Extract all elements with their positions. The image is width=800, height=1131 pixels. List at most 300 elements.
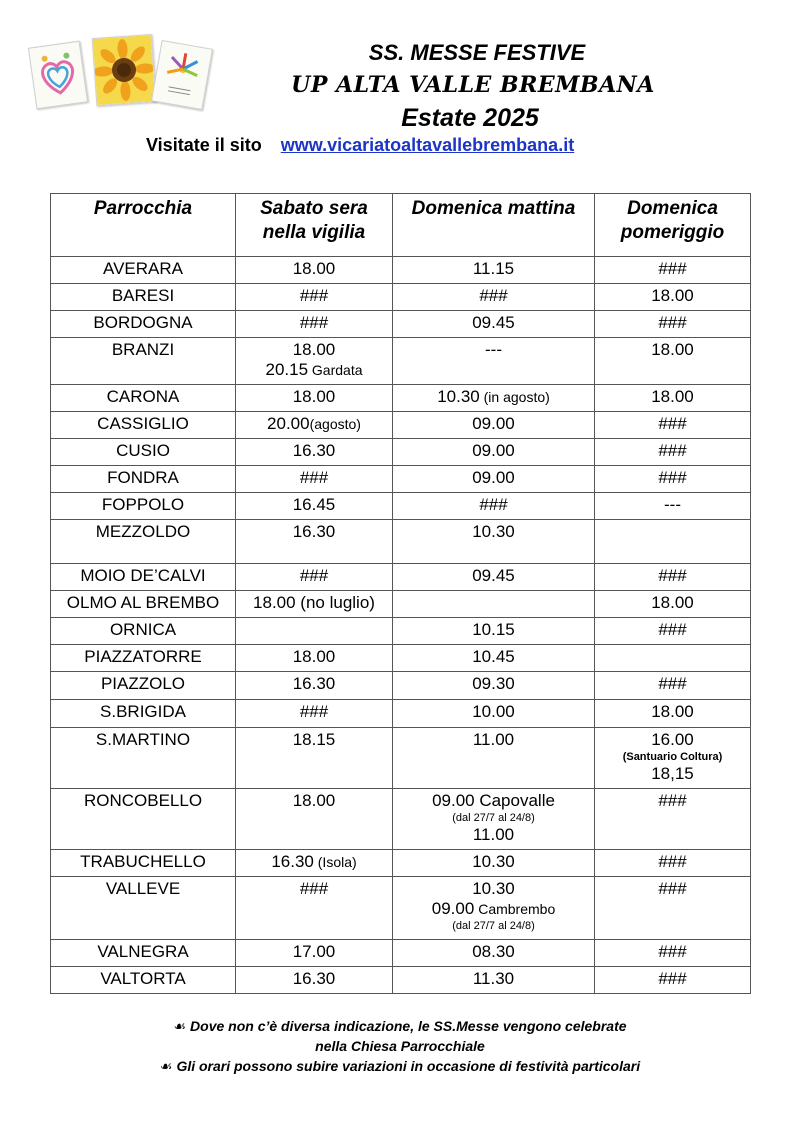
time-value: 09.30 — [472, 674, 515, 693]
cell-sab — [236, 466, 393, 493]
time-line — [240, 522, 388, 542]
time-value: 16.30 — [292, 674, 336, 693]
table-row — [51, 789, 751, 850]
cell-parrocchia — [51, 284, 236, 311]
cell-dom — [393, 520, 595, 564]
time-value: 09.00 — [472, 468, 515, 487]
parrocchia-name: BARESI — [111, 286, 175, 305]
table-row — [51, 564, 751, 591]
time-line — [397, 825, 590, 845]
time-line — [240, 313, 388, 333]
time-value: ### — [658, 879, 687, 898]
parrocchia-name: TRABUCHELLO — [80, 852, 206, 871]
time-line — [599, 387, 746, 407]
note-bullet-icon: ☙ — [159, 1058, 173, 1074]
title-line-3: Estate 2025 — [401, 104, 539, 132]
time-value: 08.30 — [472, 942, 515, 961]
table-row — [51, 850, 751, 877]
header-domenica-pomeriggio — [595, 194, 751, 257]
time-value: 10.00 — [472, 702, 515, 721]
cell-parrocchia — [51, 520, 236, 564]
time-value: ### — [658, 852, 687, 871]
cell-dom — [393, 564, 595, 591]
time-value: 16.45 — [292, 495, 336, 514]
time-value: 18.00 — [651, 593, 694, 612]
note-1 — [0, 1016, 800, 1036]
cell-sab — [236, 672, 393, 700]
time-value: 10.45 — [472, 647, 515, 666]
time-note: Cambrembo — [474, 901, 556, 917]
header-text: Parrocchia — [93, 198, 193, 219]
time-line — [599, 674, 746, 694]
time-line — [397, 441, 590, 461]
table-row — [51, 311, 751, 338]
table-row — [51, 591, 751, 618]
cell-sab — [236, 257, 393, 284]
time-line — [599, 764, 746, 784]
cell-sab — [236, 412, 393, 439]
cell-parrocchia — [51, 850, 236, 877]
time-line — [599, 791, 746, 811]
time-value: --- — [485, 340, 502, 359]
time-value: ### — [299, 313, 329, 332]
cell-parrocchia — [51, 728, 236, 789]
time-note: (Isola) — [313, 854, 357, 870]
parrocchia-name: VALLEVE — [105, 879, 181, 898]
time-line — [397, 942, 590, 962]
time-value: 11.00 — [472, 825, 515, 844]
time-value: ### — [658, 942, 687, 961]
site-line — [146, 135, 574, 156]
table-row — [51, 385, 751, 412]
time-line — [599, 593, 746, 613]
cell-sab — [236, 520, 393, 564]
cell-sab — [236, 564, 393, 591]
table-row — [51, 700, 751, 728]
cell-pom — [595, 728, 751, 789]
header-text: pomeriggio — [620, 222, 725, 243]
time-line — [599, 750, 746, 764]
parrocchia-name: MOIO DE’CALVI — [80, 566, 206, 585]
cell-dom — [393, 877, 595, 940]
cell-parrocchia — [51, 385, 236, 412]
parrocchia-name: PIAZZATORRE — [84, 647, 202, 666]
note-1-text: Dove non c’è diversa indicazione, le SS.Messe vengono celebrate — [190, 1018, 627, 1034]
title-line-1: SS. MESSE FESTIVE — [368, 40, 586, 65]
time-line — [240, 879, 388, 899]
time-line — [397, 811, 590, 825]
cell-pom — [595, 618, 751, 645]
time-line — [240, 468, 388, 488]
cell-dom — [393, 412, 595, 439]
cell-pom — [595, 967, 751, 994]
time-line — [599, 414, 746, 434]
cell-parrocchia — [51, 493, 236, 520]
cell-pom — [595, 284, 751, 311]
time-line — [240, 387, 388, 407]
time-line — [599, 259, 746, 279]
cell-parrocchia — [51, 466, 236, 493]
parrocchia-name: FONDRA — [107, 468, 179, 487]
time-line — [240, 969, 388, 989]
header-text: Domenica mattina — [411, 198, 576, 219]
header-text: Domenica — [627, 198, 718, 219]
time-line — [599, 468, 746, 488]
time-value: ### — [299, 879, 329, 898]
time-value: ### — [658, 620, 687, 639]
cell-pom — [595, 700, 751, 728]
time-line — [599, 620, 746, 640]
time-line — [397, 791, 590, 811]
cell-pom — [595, 564, 751, 591]
table-row — [51, 967, 751, 994]
time-line — [397, 647, 590, 667]
time-value: ### — [658, 313, 687, 332]
cell-dom — [393, 385, 595, 412]
table-row — [51, 728, 751, 789]
cell-dom — [393, 311, 595, 338]
parrocchia-name: FOPPOLO — [101, 495, 185, 514]
cell-sab — [236, 311, 393, 338]
cell-pom — [595, 877, 751, 940]
cell-dom — [393, 700, 595, 728]
cell-parrocchia — [51, 645, 236, 672]
time-line — [397, 387, 590, 407]
time-value: ### — [658, 259, 687, 278]
time-value: 10.30 — [472, 522, 515, 541]
table-row — [51, 466, 751, 493]
time-value: 18.00 (no luglio) — [253, 593, 375, 612]
time-value: ### — [658, 468, 687, 487]
cell-sab — [236, 850, 393, 877]
time-line — [240, 593, 388, 613]
time-line — [599, 852, 746, 872]
time-value: ### — [658, 414, 687, 433]
parrocchia-name: BORDOGNA — [93, 313, 193, 332]
time-line — [599, 879, 746, 899]
header-text: Sabato sera — [260, 198, 368, 219]
time-value: 20.00 — [267, 414, 310, 433]
time-line — [599, 702, 746, 722]
time-value: ### — [658, 566, 687, 585]
cell-sab — [236, 967, 393, 994]
time-value: ### — [299, 286, 329, 305]
time-value: --- — [664, 495, 681, 514]
time-line — [599, 730, 746, 750]
cell-pom — [595, 338, 751, 385]
time-value: ### — [658, 969, 687, 988]
cell-sab — [236, 728, 393, 789]
cell-pom — [595, 940, 751, 967]
cell-parrocchia — [51, 439, 236, 466]
time-value: 11.30 — [472, 969, 515, 988]
time-value: 10.30 — [472, 852, 515, 871]
cell-sab — [236, 493, 393, 520]
time-value: ### — [479, 286, 508, 305]
time-line — [240, 942, 388, 962]
cell-dom — [393, 850, 595, 877]
cell-sab — [236, 338, 393, 385]
parrocchia-name: VALNEGRA — [97, 942, 189, 961]
cell-dom — [393, 967, 595, 994]
time-line — [240, 566, 388, 586]
cell-sab — [236, 940, 393, 967]
cell-pom — [595, 493, 751, 520]
table-row — [51, 257, 751, 284]
time-line — [599, 340, 746, 360]
header-sabato — [236, 194, 393, 257]
time-line — [240, 360, 388, 380]
cell-pom — [595, 520, 751, 564]
time-value: 18.00 — [292, 387, 336, 406]
time-value: 18.00 — [292, 340, 336, 359]
time-value: ### — [479, 495, 508, 514]
time-line — [397, 468, 590, 488]
parrocchia-name: RONCOBELLO — [83, 791, 203, 810]
cell-parrocchia — [51, 564, 236, 591]
cell-sab — [236, 877, 393, 940]
table-row — [51, 940, 751, 967]
time-value: 16.00 — [651, 730, 694, 749]
cell-pom — [595, 591, 751, 618]
cell-dom — [393, 940, 595, 967]
parrocchia-name: OLMO AL BREMBO — [66, 593, 220, 612]
cell-pom — [595, 439, 751, 466]
time-value: 09.00 Capovalle — [432, 791, 555, 810]
cell-pom — [595, 645, 751, 672]
parrocchia-name: MEZZOLDO — [95, 522, 191, 541]
cell-pom — [595, 850, 751, 877]
time-value: 18.15 — [292, 730, 336, 749]
time-value: 10.15 — [472, 620, 515, 639]
cell-pom — [595, 466, 751, 493]
time-line — [240, 702, 388, 722]
cell-pom — [595, 311, 751, 338]
time-value: 10.30 — [437, 387, 480, 406]
parrocchia-name: AVERARA — [103, 259, 183, 278]
cell-parrocchia — [51, 789, 236, 850]
site-link[interactable]: www.vicariatoaltavallebrembana.it — [280, 135, 575, 155]
parrocchia-name: CARONA — [106, 387, 180, 406]
time-line — [397, 702, 590, 722]
time-value: 09.00 — [472, 414, 515, 433]
time-line — [599, 286, 746, 306]
table-row — [51, 645, 751, 672]
time-value: 18.00 — [292, 259, 336, 278]
cell-sab — [236, 789, 393, 850]
time-line — [397, 919, 590, 933]
time-value: 18,15 — [651, 764, 694, 783]
cell-dom — [393, 439, 595, 466]
time-line — [240, 730, 388, 750]
parrocchia-name: CASSIGLIO — [97, 414, 189, 433]
cell-parrocchia — [51, 967, 236, 994]
time-line — [240, 674, 388, 694]
cell-sab — [236, 385, 393, 412]
cell-sab — [236, 284, 393, 311]
cell-pom — [595, 257, 751, 284]
note-2 — [0, 1036, 800, 1056]
time-line — [599, 441, 746, 461]
time-line — [599, 566, 746, 586]
time-value: 16.30 — [292, 441, 336, 460]
cell-dom — [393, 618, 595, 645]
cell-pom — [595, 672, 751, 700]
time-value: 16.30 — [292, 969, 336, 988]
time-note: (dal 27/7 al 24/8) — [452, 920, 535, 932]
cell-parrocchia — [51, 412, 236, 439]
cell-sab — [236, 700, 393, 728]
time-line — [240, 852, 388, 872]
cell-sab — [236, 645, 393, 672]
header-parrocchia — [51, 194, 236, 257]
time-line — [240, 495, 388, 515]
time-value: ### — [299, 702, 329, 721]
time-line — [240, 340, 388, 360]
cell-dom — [393, 591, 595, 618]
time-line — [397, 522, 590, 542]
cell-dom — [393, 645, 595, 672]
time-note: (in agosto) — [479, 389, 550, 405]
time-line — [397, 259, 590, 279]
site-label: Visitate il sito — [146, 135, 262, 155]
parrocchia-name: VALTORTA — [100, 969, 186, 988]
time-line — [240, 441, 388, 461]
time-line — [397, 620, 590, 640]
cell-dom — [393, 728, 595, 789]
time-line — [397, 313, 590, 333]
cell-pom — [595, 412, 751, 439]
table-row — [51, 284, 751, 311]
time-value: 16.30 — [292, 522, 336, 541]
cell-parrocchia — [51, 672, 236, 700]
time-line — [599, 969, 746, 989]
header-text: nella vigilia — [262, 222, 366, 243]
cell-parrocchia — [51, 591, 236, 618]
time-value: 11.15 — [472, 259, 515, 278]
cell-parrocchia — [51, 257, 236, 284]
cell-parrocchia — [51, 618, 236, 645]
table-row — [51, 877, 751, 940]
time-line — [397, 730, 590, 750]
cell-dom — [393, 493, 595, 520]
time-value: 09.00 — [431, 899, 475, 918]
cell-parrocchia — [51, 940, 236, 967]
time-line — [240, 791, 388, 811]
cell-parrocchia — [51, 700, 236, 728]
parrocchia-name: ORNICA — [109, 620, 177, 639]
time-value: ### — [658, 441, 687, 460]
time-line — [397, 495, 590, 515]
cell-dom — [393, 338, 595, 385]
schedule-table — [50, 193, 751, 994]
time-line — [397, 414, 590, 434]
notes — [0, 1016, 800, 1076]
cell-dom — [393, 284, 595, 311]
title-line-2: UP ALTA VALLE BREMBANA — [291, 72, 655, 98]
note-bullet-icon: ☙ — [173, 1018, 187, 1034]
table-row — [51, 338, 751, 385]
parrocchia-name: PIAZZOLO — [100, 674, 186, 693]
parrocchia-name: S.BRIGIDA — [100, 702, 186, 721]
time-note: (dal 27/7 al 24/8) — [452, 812, 535, 824]
cell-parrocchia — [51, 877, 236, 940]
table-row — [51, 412, 751, 439]
time-note: (Santuario Coltura) — [622, 751, 723, 763]
time-line — [397, 340, 590, 360]
cell-dom — [393, 257, 595, 284]
time-line — [599, 942, 746, 962]
time-value: 18.00 — [651, 702, 694, 721]
cell-parrocchia — [51, 338, 236, 385]
time-value: 20.15 — [265, 360, 309, 379]
cell-dom — [393, 672, 595, 700]
cell-dom — [393, 789, 595, 850]
time-value: 09.45 — [472, 566, 515, 585]
table-row — [51, 520, 751, 564]
time-value: ### — [299, 566, 329, 585]
time-value: 18.00 — [651, 340, 694, 359]
time-line — [397, 674, 590, 694]
time-line — [240, 259, 388, 279]
table-row — [51, 493, 751, 520]
cell-sab — [236, 618, 393, 645]
time-line — [599, 495, 746, 515]
time-value: 09.45 — [472, 313, 515, 332]
time-line — [397, 969, 590, 989]
time-line — [397, 899, 590, 919]
time-value: 10.30 — [472, 879, 515, 898]
schedule-body — [51, 257, 751, 994]
time-value: 18.00 — [651, 387, 694, 406]
cell-pom — [595, 385, 751, 412]
note-2-text: nella Chiesa Parrocchiale — [315, 1038, 485, 1054]
time-value: 17.00 — [292, 942, 336, 961]
cell-sab — [236, 439, 393, 466]
time-line — [397, 286, 590, 306]
time-value: ### — [299, 468, 329, 487]
parrocchia-name: S.MARTINO — [95, 730, 191, 749]
cell-parrocchia — [51, 311, 236, 338]
time-value: 18.00 — [651, 286, 694, 305]
cell-pom — [595, 789, 751, 850]
time-line — [397, 852, 590, 872]
time-line — [240, 286, 388, 306]
table-row — [51, 672, 751, 700]
time-line — [240, 414, 388, 434]
header-domenica-mattina — [393, 194, 595, 257]
note-3 — [0, 1056, 800, 1076]
time-value: ### — [658, 791, 687, 810]
time-value: ### — [658, 674, 687, 693]
time-note: (agosto) — [309, 416, 361, 432]
note-3-text: Gli orari possono subire variazioni in occasione di festività particolari — [176, 1058, 641, 1074]
time-value: 18.00 — [292, 791, 336, 810]
time-line — [397, 566, 590, 586]
table-row — [51, 439, 751, 466]
time-value: 11.00 — [472, 730, 515, 749]
parrocchia-name: BRANZI — [111, 340, 175, 359]
parrocchia-name: CUSIO — [116, 441, 170, 460]
time-value: 09.00 — [472, 441, 515, 460]
time-line — [397, 879, 590, 899]
time-value: 16.30 — [271, 852, 314, 871]
time-line — [240, 647, 388, 667]
cell-sab — [236, 591, 393, 618]
cell-dom — [393, 466, 595, 493]
time-note: Gardata — [308, 362, 363, 378]
time-line — [599, 313, 746, 333]
